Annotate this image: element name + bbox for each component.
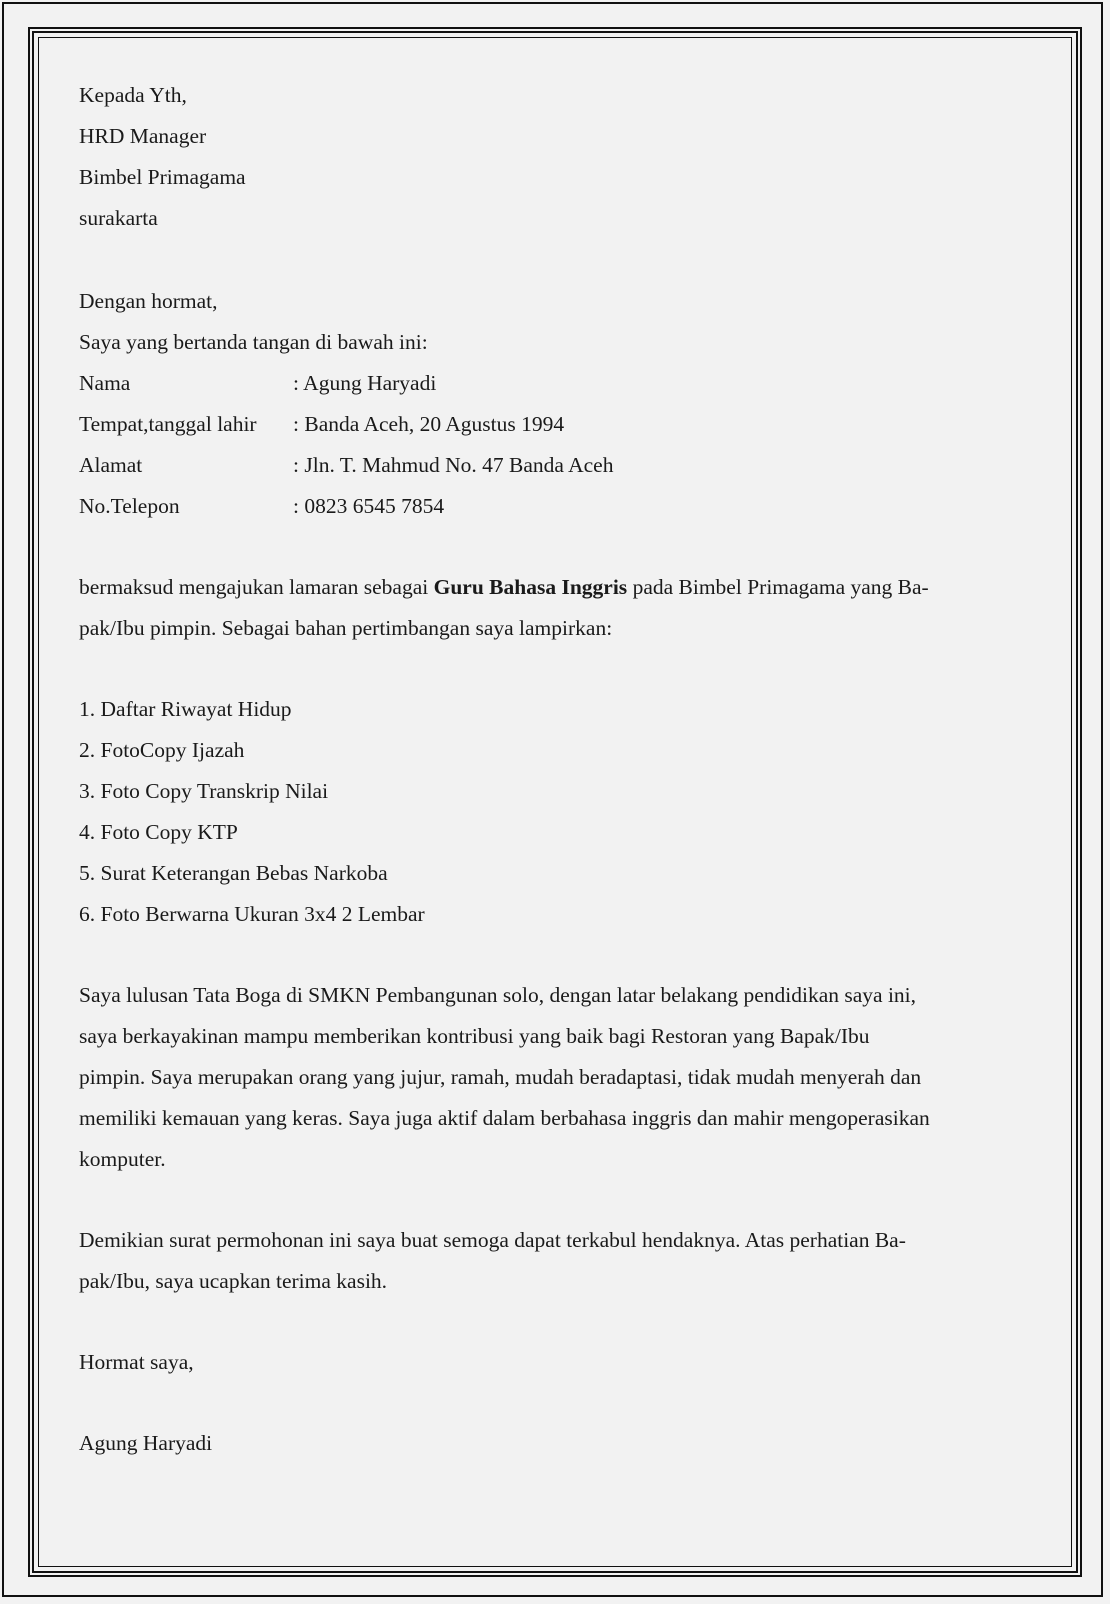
- list-item: 3. Foto Copy Transkrip Nilai: [79, 779, 329, 803]
- paragraph-line: pimpin. Saya merupakan orang yang jujur, ramah, mudah beradaptasi, tidak mudah menyerah dan: [79, 1065, 922, 1089]
- identity-value: : Banda Aceh, 20 Agustus 1994: [293, 412, 565, 436]
- position-title: Guru Bahasa Inggris: [433, 575, 628, 599]
- recipient-line: HRD Manager: [79, 124, 207, 148]
- identity-row: [79, 363, 1034, 404]
- paragraph-line: memiliki kemauan yang keras. Saya juga aktif dalam berbahasa inggris dan mahir mengoperasikan: [79, 1106, 930, 1130]
- list-item: 5. Surat Keterangan Bebas Narkoba: [79, 861, 388, 885]
- background-paragraph: [79, 975, 1034, 1180]
- recipient-line: surakarta: [79, 206, 158, 230]
- recipient-line: Kepada Yth,: [79, 83, 187, 107]
- identity-value: : Agung Haryadi: [293, 371, 437, 395]
- application-line: pak/Ibu pimpin. Sebagai bahan pertimbangan saya lampirkan:: [79, 616, 613, 640]
- identity-row: [79, 486, 1034, 527]
- letter-body: [79, 75, 1034, 1464]
- list-item: 4. Foto Copy KTP: [79, 820, 238, 844]
- identity-label: Alamat: [79, 453, 143, 477]
- application-text: pada Bimbel Primagama yang Ba-: [627, 575, 929, 599]
- paragraph-line: Demikian surat permohonan ini saya buat semoga dapat terkabul hendaknya. Atas perhatian Ba-: [79, 1228, 906, 1252]
- identity-table: [79, 363, 1034, 527]
- list-item: 2. FotoCopy Ijazah: [79, 738, 245, 762]
- identity-label: Nama: [79, 371, 131, 395]
- intro-text: Saya yang bertanda tangan di bawah ini:: [79, 330, 428, 354]
- signature-name: Agung Haryadi: [79, 1431, 213, 1455]
- identity-label: Tempat,tanggal lahir: [79, 412, 257, 436]
- paragraph-line: saya berkayakinan mampu memberikan kontribusi yang baik bagi Restoran yang Bapak/Ibu: [79, 1024, 870, 1048]
- list-item: 1. Daftar Riwayat Hidup: [79, 697, 292, 721]
- identity-label: No.Telepon: [79, 494, 180, 518]
- closing-paragraph: [79, 1220, 1034, 1302]
- signoff: Hormat saya,: [79, 1350, 194, 1374]
- application-text: bermaksud mengajukan lamaran sebagai: [79, 575, 434, 599]
- list-item: 6. Foto Berwarna Ukuran 3x4 2 Lembar: [79, 902, 425, 926]
- paragraph-line: Saya lulusan Tata Boga di SMKN Pembangunan solo, dengan latar belakang pendidikan saya ini,: [79, 983, 917, 1007]
- paragraph-line: pak/Ibu, saya ucapkan terima kasih.: [79, 1269, 388, 1293]
- recipient-line: Bimbel Primagama: [79, 165, 246, 189]
- identity-row: [79, 445, 1034, 486]
- greeting: Dengan hormat,: [79, 289, 218, 313]
- recipient-block: [79, 75, 1034, 239]
- identity-value: : 0823 6545 7854: [293, 494, 445, 518]
- identity-value: : Jln. T. Mahmud No. 47 Banda Aceh: [293, 453, 614, 477]
- identity-row: [79, 404, 1034, 445]
- attachment-list: [79, 689, 1034, 935]
- paragraph-line: komputer.: [79, 1147, 166, 1171]
- application-line: [79, 567, 1034, 608]
- application-paragraph: [79, 567, 1034, 649]
